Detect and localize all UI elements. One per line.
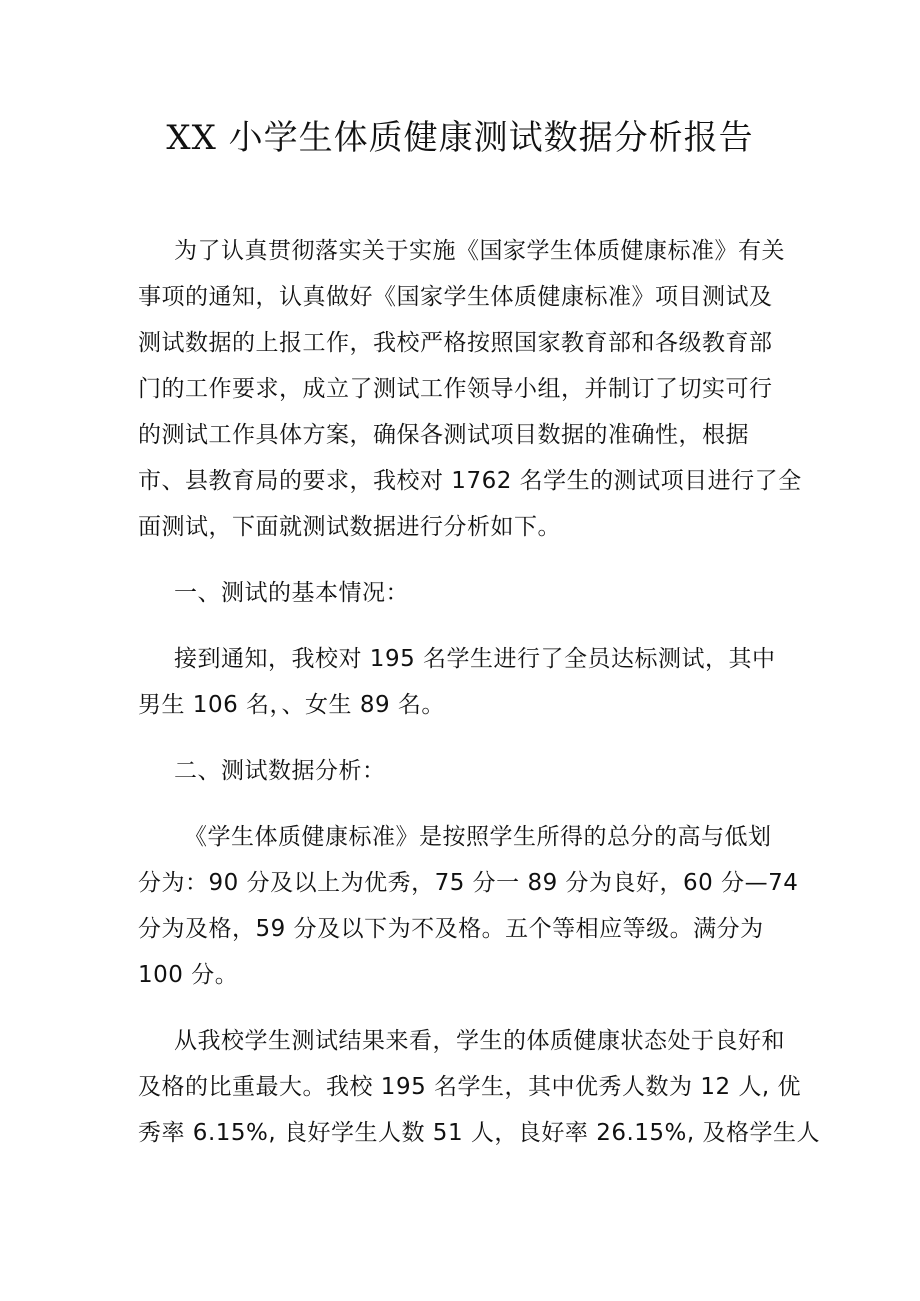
paragraph-line: 100 分。 xyxy=(138,962,239,988)
paragraph-line: 及格的比重最大。我校 195 名学生，其中优秀人数为 12 人, 优 xyxy=(138,1074,802,1100)
paragraph-line: 为了认真贯彻落实关于实施《国家学生体质健康标准》有关 xyxy=(174,238,785,264)
paragraph-line: 男生 106 名，、女生 89 名。 xyxy=(138,692,445,718)
paragraph-line: 的测试工作具体方案，确保各测试项目数据的准确性，根据 xyxy=(138,422,749,448)
section-heading-2 xyxy=(138,748,788,794)
paragraph-line: 分为及格，59 分及以下为不及格。五个等相应等级。满分为 xyxy=(138,916,764,942)
section-heading-1 xyxy=(138,570,788,616)
section-heading-line: 二、测试数据分析： xyxy=(174,758,386,784)
paragraph-line: 测试数据的上报工作，我校严格按照国家教育部和各级教育部 xyxy=(138,330,773,356)
section-heading-line: 一、测试的基本情况： xyxy=(174,580,409,606)
paragraph-line: 分为：90 分及以上为优秀，75 分一 89 分为良好，60 分—74 xyxy=(138,870,799,896)
document-body xyxy=(138,228,821,1156)
paragraph-line: 门的工作要求，成立了测试工作领导小组，并制订了切实可行 xyxy=(138,376,773,402)
paragraph-line: 接到通知，我校对 195 名学生进行了全员达标测试，其中 xyxy=(174,646,776,672)
paragraph-line: 《学生体质健康标准》是按照学生所得的总分的高与低划 xyxy=(184,824,772,850)
paragraph-line: 市、县教育局的要求，我校对 1762 名学生的测试项目进行了全 xyxy=(138,468,802,494)
paragraph-line: 事项的通知，认真做好《国家学生体质健康标准》项目测试及 xyxy=(138,284,773,310)
paragraph-standard xyxy=(138,814,799,998)
document-title: XX 小学生体质健康测试数据分析报告 xyxy=(166,118,754,158)
paragraph-intro xyxy=(138,228,802,550)
paragraph-line: 面测试，下面就测试数据进行分析如下。 xyxy=(138,514,561,540)
paragraph-results xyxy=(138,1018,821,1156)
paragraph-line: 从我校学生测试结果来看，学生的体质健康状态处于良好和 xyxy=(174,1028,785,1054)
paragraph-line: 秀率 6.15%, 良好学生人数 51 人，良好率 26.15%, 及格学生人 xyxy=(138,1120,821,1146)
paragraph-basic-info xyxy=(138,636,788,728)
